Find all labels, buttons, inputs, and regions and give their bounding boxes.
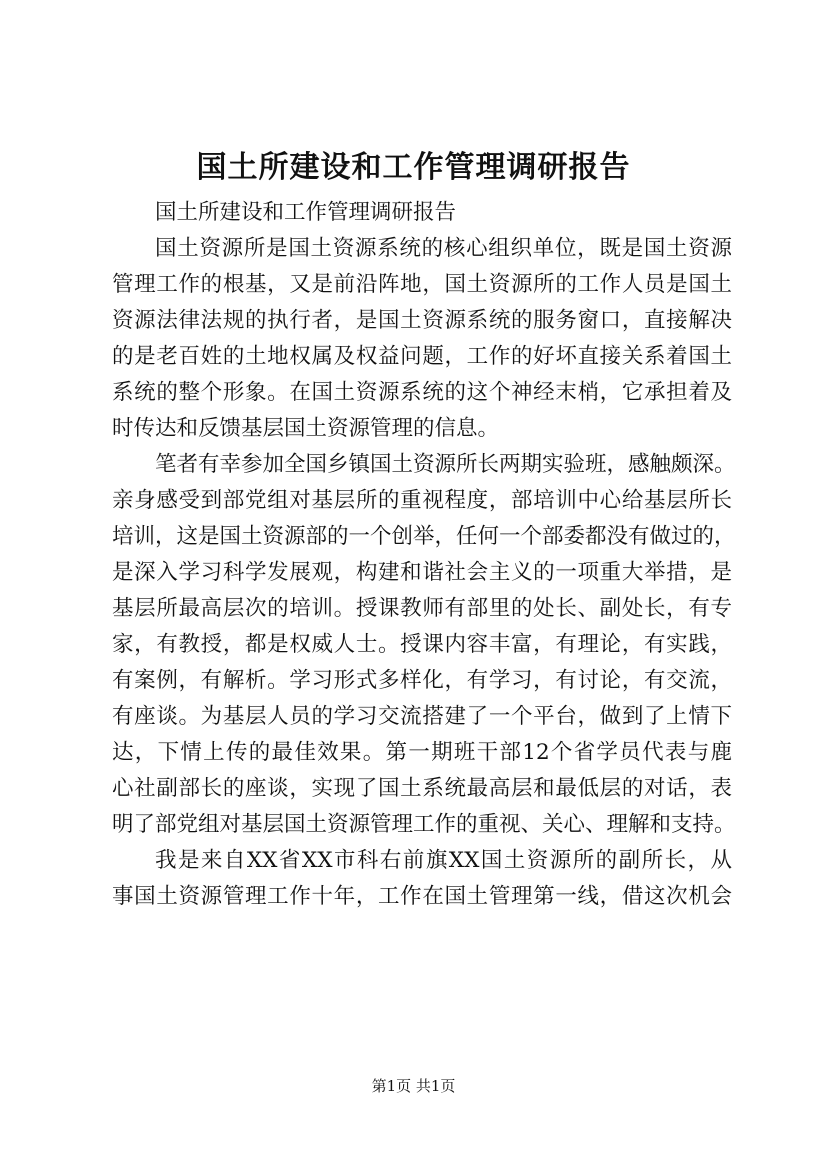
page-footer: 第1页 共1页 [371,1077,456,1095]
paragraph-line: 笔者有幸参加全国乡镇国土资源所长两期实验班，感触颇深。 [155,452,736,477]
document-body [112,195,736,915]
paragraph-line: 明了部党组对基层国土资源管理工作的重视、关心、理解和支持。 [112,812,736,837]
paragraph-line: 培训，这是国土资源部的一个创举，任何一个部委都没有做过的， [112,524,736,549]
paragraph-line: 亲身感受到部党组对基层所的重视程度，部培训中心给基层所长 [112,488,732,513]
paragraph-line: 有案例，有解析。学习形式多样化，有学习，有讨论，有交流， [112,668,732,693]
paragraph-line: 时传达和反馈基层国土资源管理的信息。 [112,416,500,441]
paragraph-line: 资源法律法规的执行者，是国土资源系统的服务窗口，直接解决 [112,308,732,333]
paragraph-line: 心社副部长的座谈，实现了国土系统最高层和最低层的对话，表 [112,776,732,801]
paragraph-line: 我是来自XX省XX市科右前旗XX国土资源所的副所长，从 [155,848,732,873]
document-title: 国土所建设和工作管理调研报告 [196,150,631,185]
paragraph-line: 事国土资源管理工作十年，工作在国土管理第一线，借这次机会 [112,884,732,909]
paragraph-line: 国土所建设和工作管理调研报告 [155,200,457,225]
paragraph-line: 有座谈。为基层人员的学习交流搭建了一个平台，做到了上情下 [112,704,732,729]
paragraph-line: 的是老百姓的土地权属及权益问题，工作的好坏直接关系着国土 [112,344,732,369]
paragraph-line: 基层所最高层次的培训。授课教师有部里的处长、副处长，有专 [112,596,732,621]
paragraph-line: 管理工作的根基，又是前沿阵地，国土资源所的工作人员是国土 [112,272,732,297]
paragraph-line: 是深入学习科学发展观，构建和谐社会主义的一项重大举措，是 [112,560,732,585]
paragraph-line: 国土资源所是国土资源系统的核心组织单位，既是国土资源 [155,236,732,261]
paragraph-line: 家，有教授，都是权威人士。授课内容丰富，有理论，有实践， [112,632,732,657]
paragraph-line: 达，下情上传的最佳效果。第一期班干部12个省学员代表与鹿 [112,740,732,765]
paragraph-line: 系统的整个形象。在国土资源系统的这个神经末梢，它承担着及 [112,380,732,405]
